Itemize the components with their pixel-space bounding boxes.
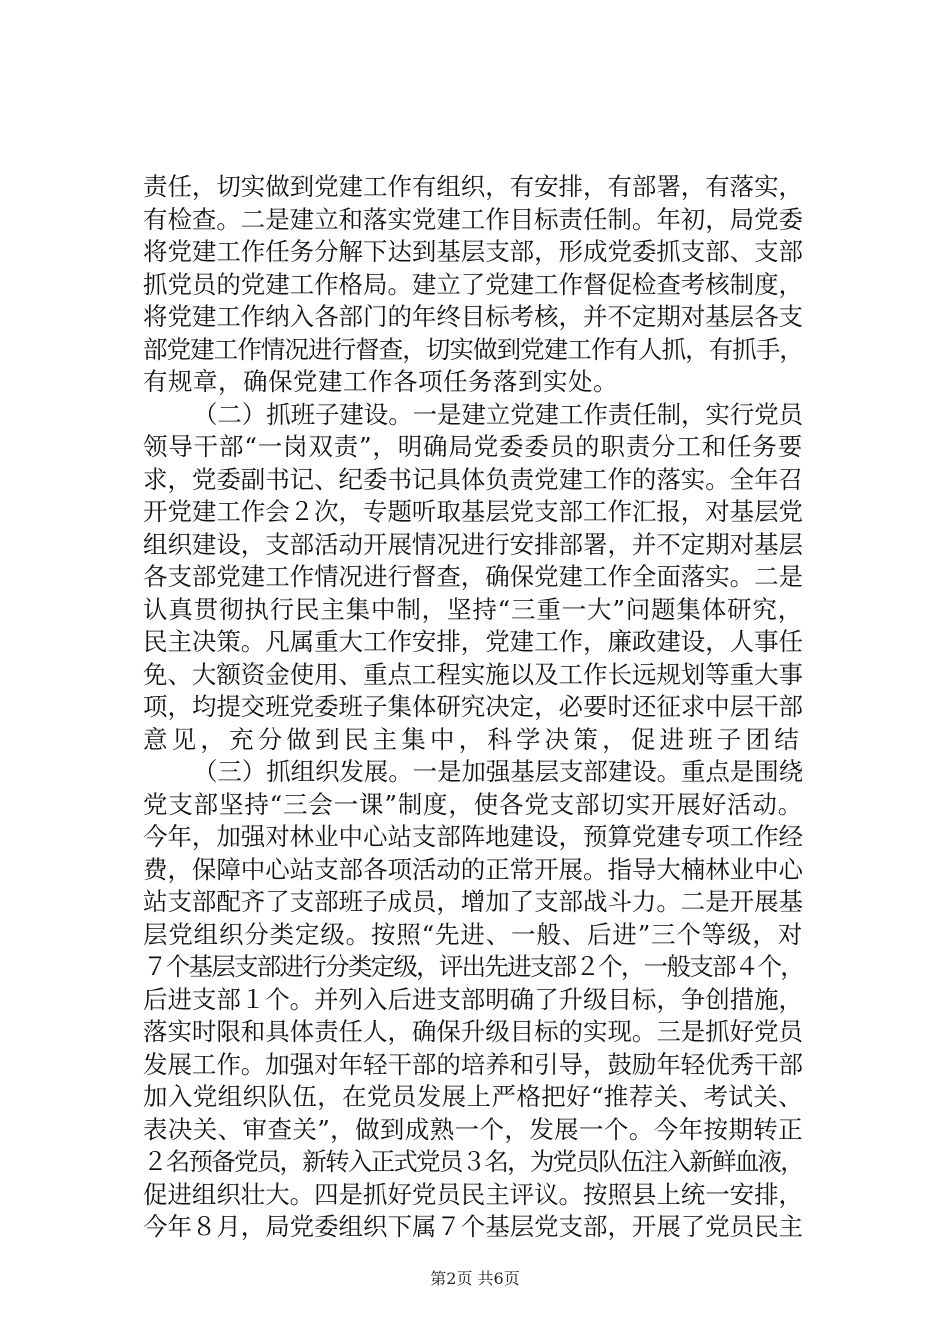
text-line-22: 费，保障中心站支部各项活动的正常开展。指导大楠林业中心: [143, 854, 803, 884]
text-line-27: 落实时限和具体责任人，确保升级目标的实现。三是抓好党员: [143, 1017, 803, 1046]
text-line-15: 民主决策。凡属重大工作安排，党建工作，廉政建设，人事任: [143, 627, 803, 656]
text-line-12: 组织建设，支部活动开展情况进行安排部署，并不定期对基层: [143, 529, 803, 559]
text-line-21: 今年，加强对林业中心站支部阵地建设，预算党建专项工作经: [143, 822, 803, 851]
text-line-13: 各支部党建工作情况进行督查，确保党建工作全面落实。二是: [143, 562, 803, 591]
text-line-24: 层党组织分类定级。按照“先进、一般、后进”三个等级，对: [143, 919, 804, 949]
text-line-3: 将党建工作任务分解下达到基层支部，形成党委抓支部、支部: [143, 237, 803, 266]
text-line-17: 项，均提交班党委班子集体研究决定，必要时还征求中层干部: [143, 692, 803, 721]
text-line-6: 部党建工作情况进行督查，切实做到党建工作有人抓，有抓手，: [143, 334, 803, 364]
text-line-23: 站支部配齐了支部班子成员，增加了支部战斗力。二是开展基: [143, 887, 803, 916]
text-line-10: 求，党委副书记、纪委书记具体负责党建工作的落实。全年召: [143, 464, 803, 494]
text-line-30: 表决关、审查关”，做到成熟一个，发展一个。今年按期转正: [143, 1114, 804, 1144]
text-line-7: 有规章，确保党建工作各项任务落到实处。: [143, 367, 618, 396]
text-line-28: 发展工作。加强对年轻干部的培养和引导，鼓励年轻优秀干部: [143, 1049, 803, 1079]
text-line-5: 将党建工作纳入各部门的年终目标考核，并不定期对基层各支: [143, 302, 803, 331]
text-line-2: 有检查。二是建立和落实党建工作目标责任制。年初，局党委: [143, 204, 803, 234]
text-line-26: 后进支部１个。并列入后进支部明确了升级目标，争创措施，: [143, 984, 803, 1014]
text-line-4: 抓党员的党建工作格局。建立了党建工作督促检查考核制度，: [143, 269, 803, 299]
text-line-20: 党支部坚持“三会一课”制度，使各党支部切实开展好活动。: [143, 789, 804, 819]
text-line-32: 促进组织壮大。四是抓好党员民主评议。按照县上统一安排，: [143, 1179, 803, 1209]
text-line-29: 加入党组织队伍，在党员发展上严格把好“推荐关、考试关、: [143, 1082, 804, 1111]
section-heading-line-2: （二）抓班子建设。一是建立党建工作责任制，实行党员: [193, 399, 803, 429]
text-line-16: 免、大额资金使用、重点工程实施以及工作长远规划等重大事: [143, 659, 803, 689]
section-heading-line-3: （三）抓组织发展。一是加强基层支部建设。重点是围绕: [193, 757, 803, 786]
text-line-1: 责任，切实做到党建工作有组织，有安排，有部署，有落实，: [143, 172, 803, 201]
text-line-18: 意见，充分做到民主集中，科学决策，促进班子团结: [143, 724, 803, 754]
text-line-25: ７个基层支部进行分类定级，评出先进支部２个，一般支部４个，: [143, 952, 803, 981]
document-body: [143, 171, 803, 1244]
page-number-footer: 第2页 共6页: [430, 1269, 520, 1288]
text-line-11: 开党建工作会２次，专题听取基层党支部工作汇报，对基层党: [143, 497, 803, 526]
text-line-9: 领导干部“一岗双责”，明确局党委委员的职责分工和任务要: [143, 432, 804, 461]
text-line-33: 今年８月，局党委组织下属７个基层党支部，开展了党员民主: [143, 1212, 803, 1241]
text-line-14: 认真贯彻执行民主集中制，坚持“三重一大”问题集体研究，: [143, 594, 804, 624]
text-line-31: ２名预备党员，新转入正式党员３名，为党员队伍注入新鲜血液，: [143, 1147, 803, 1176]
